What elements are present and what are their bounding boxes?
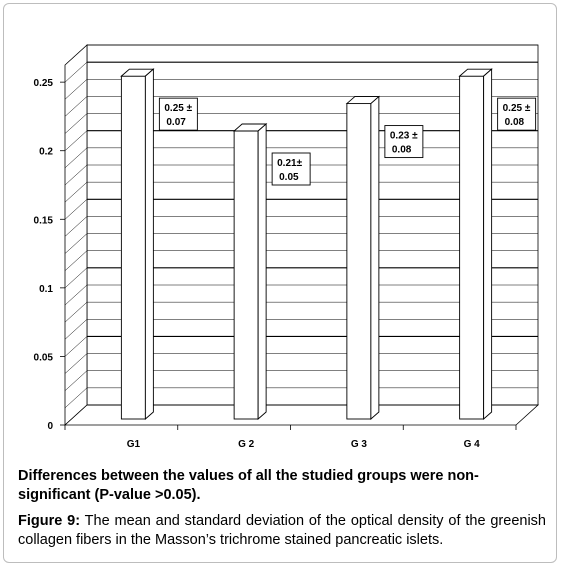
bar-front xyxy=(460,76,484,419)
data-label: 0.08 xyxy=(504,117,525,129)
y-tick-label: 0 xyxy=(47,421,53,432)
side-wall xyxy=(65,45,87,425)
y-tick-label: 0.15 xyxy=(33,215,53,227)
figure-label: Figure 9: xyxy=(18,513,81,529)
x-axis-ticks xyxy=(65,425,516,450)
y-tick-label: 0.1 xyxy=(39,283,53,295)
bar-side xyxy=(258,124,266,419)
x-tick-label: G 3 xyxy=(350,439,367,450)
y-axis-ticks xyxy=(34,78,65,432)
data-label: 0.05 xyxy=(279,172,299,183)
data-label: 0.25 ± xyxy=(164,103,193,115)
y-tick-label: 0.05 xyxy=(33,352,53,364)
figure-caption-text: The mean and standard deviation of the optical density of the greenish collagen fibers in the Masson’s trichrome stained pancreatic islets. xyxy=(18,513,546,548)
bar-side xyxy=(371,97,379,419)
figure-caption xyxy=(18,512,546,550)
y-tick-label: 0.25 xyxy=(33,78,53,90)
bar-front xyxy=(347,104,371,419)
data-label: 0.07 xyxy=(166,117,186,129)
significance-note: Differences between the values of all the studied groups were non-significant (P-value >0.05). xyxy=(18,468,479,503)
data-label: 0.25 ± xyxy=(502,103,531,115)
x-tick-label: G 4 xyxy=(463,439,480,450)
bar-side xyxy=(145,69,153,419)
data-label: 0.08 xyxy=(391,144,412,156)
data-label: 0.21± xyxy=(277,158,303,169)
y-tick-label: 0.2 xyxy=(39,146,53,158)
x-tick-label: G1 xyxy=(126,439,141,450)
bar-side xyxy=(484,69,492,419)
bar-front xyxy=(234,131,258,419)
x-tick-label: G 2 xyxy=(238,439,255,450)
bar-front xyxy=(121,76,145,419)
data-label: 0.23 ± xyxy=(389,130,418,142)
